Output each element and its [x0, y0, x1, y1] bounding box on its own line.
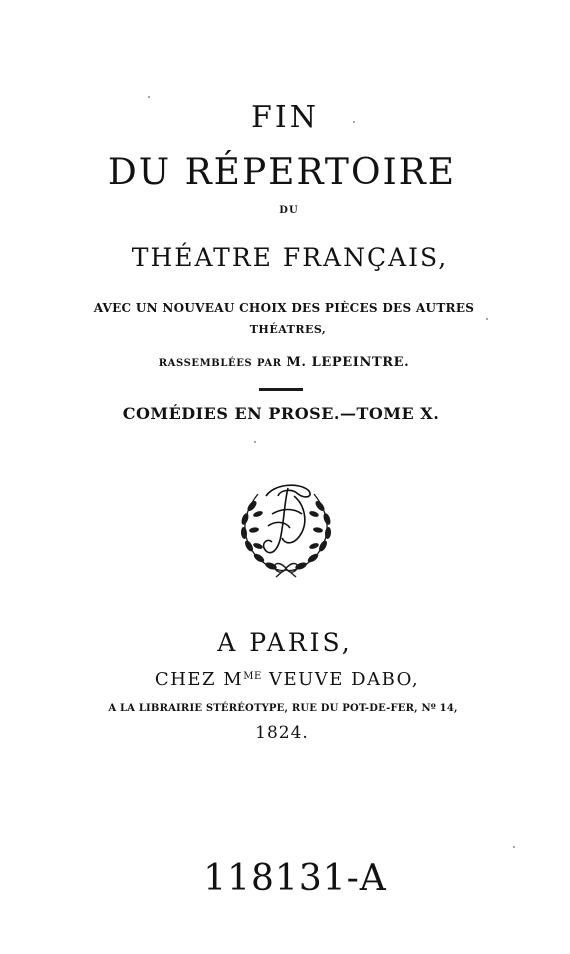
me-superscript: ME	[243, 671, 262, 682]
editor-name: M. LEPEINTRE.	[286, 355, 410, 370]
paper-speck	[486, 318, 488, 320]
editor-line	[0, 355, 569, 370]
library-shelfmark: 118131-A	[203, 858, 387, 899]
paper-speck	[513, 846, 515, 848]
title-fin: FIN	[251, 100, 319, 135]
title-du: DU	[279, 205, 299, 216]
imprint-city: A PARIS,	[217, 628, 353, 657]
ornamental-monogram-wreath-icon	[228, 474, 344, 578]
title-theatre-francais: THÉATRE FRANÇAIS,	[131, 243, 449, 272]
paper-speck	[254, 441, 256, 443]
paper-speck	[148, 96, 150, 98]
subtitle-avec: AVEC UN NOUVEAU CHOIX DES PIÈCES DES AUTRES	[93, 301, 475, 315]
publisher-name: VEUVE DABO,	[268, 669, 420, 690]
imprint-year: 1824.	[255, 723, 309, 743]
rassemblees-word: RASSEMBLÉES	[158, 358, 253, 369]
volume-line: COMÉDIES EN PROSE.—TOME X.	[122, 404, 440, 423]
paper-speck	[353, 121, 355, 123]
chez-word: CHEZ M	[154, 669, 244, 690]
subtitle-theatres: THÉATRES,	[249, 323, 327, 336]
par-word: PAR	[257, 358, 282, 369]
divider-rule	[259, 388, 303, 391]
imprint-publisher	[2, 669, 570, 690]
title-repertoire: DU RÉPERTOIRE	[107, 152, 457, 193]
imprint-address: A LA LIBRAIRIE STÉRÉOTYPE, RUE DU POT-DE-FER, Nº 14,	[108, 703, 458, 714]
